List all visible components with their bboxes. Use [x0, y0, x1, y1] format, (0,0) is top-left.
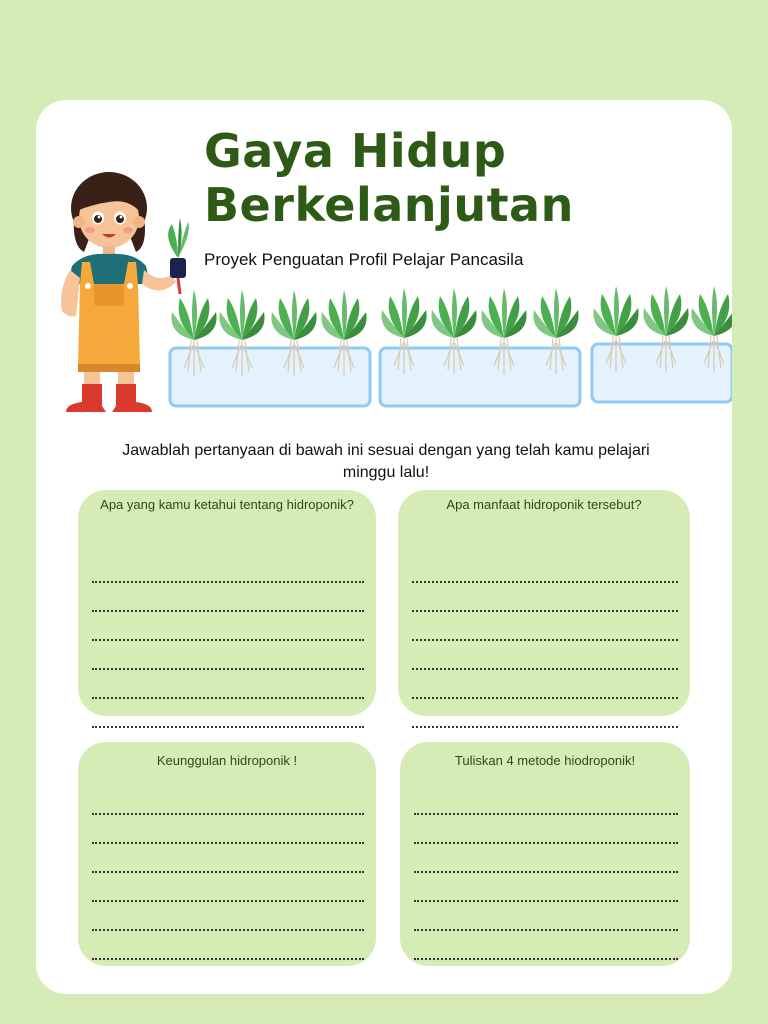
answer-lines-3[interactable]	[92, 786, 364, 960]
answer-line[interactable]	[92, 844, 364, 873]
answer-line[interactable]	[92, 786, 364, 815]
answer-line[interactable]	[414, 931, 678, 960]
answer-line[interactable]	[92, 699, 364, 728]
answer-line[interactable]	[414, 815, 678, 844]
answer-box-2	[398, 490, 690, 716]
subtitle: Proyek Penguatan Profil Pelajar Pancasila	[204, 250, 524, 269]
answer-line[interactable]	[412, 699, 678, 728]
worksheet-card	[36, 100, 732, 994]
answer-line[interactable]	[412, 583, 678, 612]
answer-line[interactable]	[92, 612, 364, 641]
answer-line[interactable]	[414, 786, 678, 815]
question-4: Tuliskan 4 metode hiodroponik!	[454, 753, 636, 768]
answer-lines-2[interactable]	[412, 554, 678, 728]
answer-box-4	[400, 742, 690, 966]
answer-lines-1[interactable]	[92, 554, 364, 728]
answer-box-1	[78, 490, 376, 716]
answer-line[interactable]	[92, 641, 364, 670]
answer-line[interactable]	[92, 583, 364, 612]
answer-line[interactable]	[414, 873, 678, 902]
title-line-1: Gaya Hidup	[204, 124, 507, 178]
answer-line[interactable]	[412, 554, 678, 583]
title-line-2: Berkelanjutan	[204, 178, 574, 232]
answer-line[interactable]	[92, 873, 364, 902]
answer-line[interactable]	[92, 554, 364, 583]
hydroponic-lettuce-illustration	[164, 278, 732, 418]
answer-line[interactable]	[412, 670, 678, 699]
answer-line[interactable]	[414, 844, 678, 873]
answer-box-3	[78, 742, 376, 966]
answer-line[interactable]	[412, 612, 678, 641]
answer-line[interactable]	[414, 902, 678, 931]
answer-line[interactable]	[412, 641, 678, 670]
answer-lines-4[interactable]	[414, 786, 678, 960]
answer-line[interactable]	[92, 670, 364, 699]
answer-line[interactable]	[92, 931, 364, 960]
instruction-text: Jawablah pertanyaan di bawah ini sesuai dengan yang telah kamu pelajari minggu lalu!	[122, 442, 650, 481]
question-2: Apa manfaat hidroponik tersebut?	[446, 497, 642, 512]
page-title	[204, 124, 574, 232]
answer-line[interactable]	[92, 902, 364, 931]
question-1: Apa yang kamu ketahui tentang hidroponik?	[100, 497, 354, 512]
answer-line[interactable]	[92, 815, 364, 844]
question-3: Keunggulan hidroponik !	[156, 753, 298, 768]
